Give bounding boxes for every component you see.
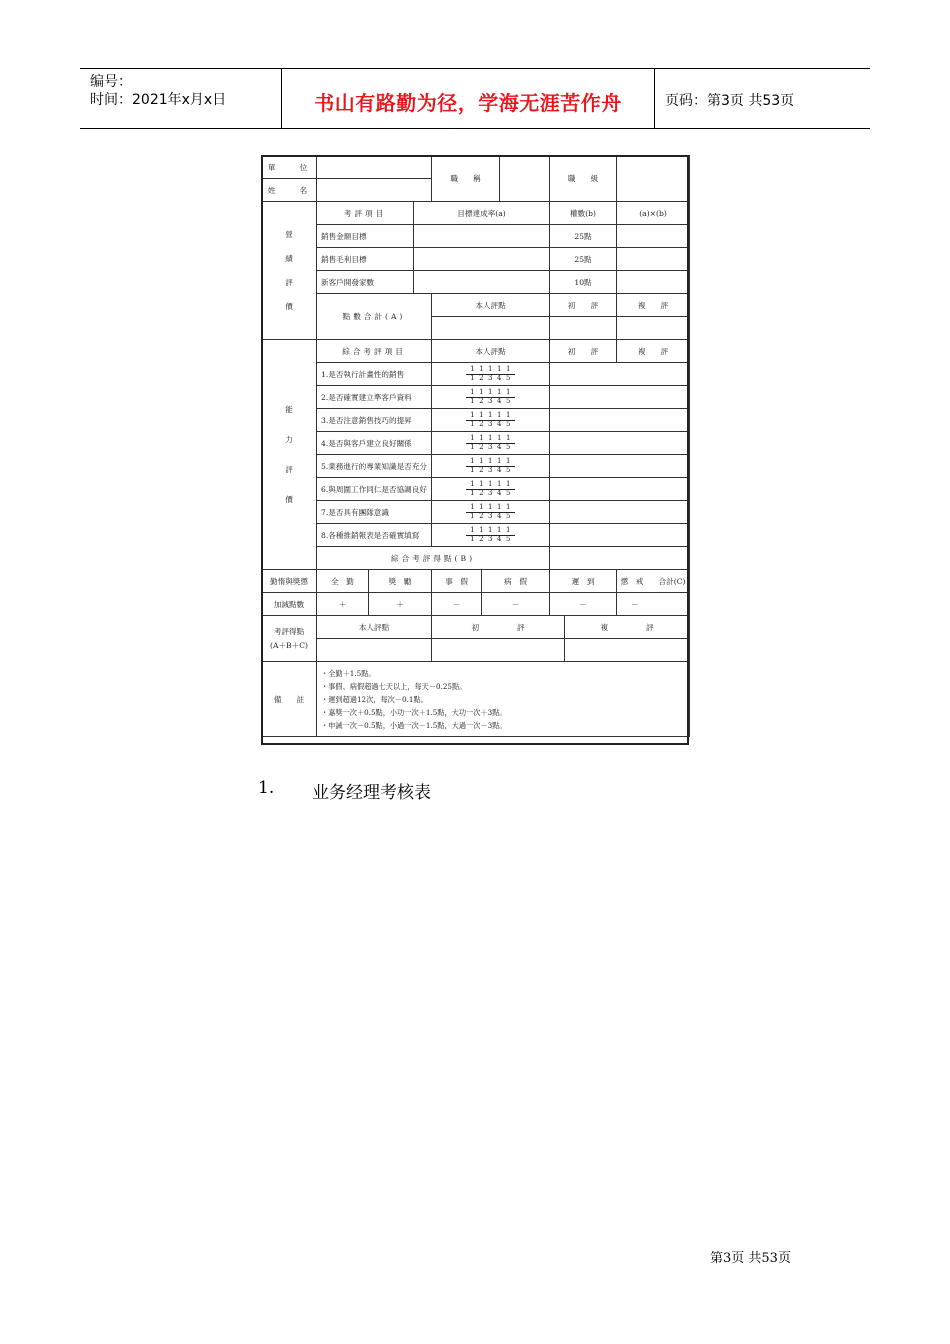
attendance-full: 全 勤 — [317, 570, 369, 593]
attendance-late: 遲 到 — [550, 570, 617, 593]
ability-first-header: 初 評 — [550, 340, 617, 363]
perf-self-value — [432, 317, 550, 340]
adjust-value: － — [482, 593, 550, 616]
perf-total-label: 點數合計(A) — [317, 294, 432, 340]
attendance-leave: 事 假 — [432, 570, 482, 593]
attendance-total: 懲 戒 合計(C) — [617, 570, 690, 593]
ability-scale: $\frac{11111}{12345}$ — [432, 501, 550, 524]
note-line: ・遲到超過12次，每次－0.1點。 — [321, 694, 428, 704]
ability-header: 綜合考評項目 — [317, 340, 432, 363]
perf-item-rate — [414, 248, 550, 271]
perf-item-label: 新客戶開發家數 — [317, 271, 414, 294]
perf-item-weight: 25點 — [550, 248, 617, 271]
ability-item-label: 5.業務進行的專業知識是否充分 — [317, 455, 432, 478]
motto: 书山有路勤为径，学海无涯苦作舟 — [314, 91, 622, 115]
ability-total-label: 綜合考評得點(B) — [317, 547, 550, 570]
adjust-value: － — [550, 593, 617, 616]
ability-item-label: 4.是否與客戶建立良好關係 — [317, 432, 432, 455]
document-header — [80, 68, 870, 129]
ability-score — [550, 501, 690, 524]
perf-item-product — [617, 248, 690, 271]
perf-header-product: (a)×(b) — [617, 202, 690, 225]
perf-item-label: 銷售金額目標 — [317, 225, 414, 248]
evaluation-form-image — [261, 155, 689, 745]
perf-header-weight: 權數(b) — [550, 202, 617, 225]
perf-item-rate — [414, 225, 550, 248]
ability-item-label: 7.是否具有團隊意識 — [317, 501, 432, 524]
final-points-label: 考評得點 (A＋B＋C) — [262, 616, 317, 662]
header-motto-cell — [282, 69, 655, 129]
final-self-header: 本人評點 — [317, 616, 432, 639]
perf-item-label: 銷售毛利目標 — [317, 248, 414, 271]
note-line: ・事假、病假超過七天以上，每天－0.25點。 — [321, 681, 467, 691]
code-label: 编号： — [90, 74, 132, 90]
ability-scale: $\frac{11111}{12345}$ — [432, 386, 550, 409]
caption-number: 1. — [258, 778, 275, 798]
adjust-value: － — [432, 593, 482, 616]
perf-header-item: 考評項目 — [317, 202, 414, 225]
perf-first-header: 初 評 — [550, 294, 617, 317]
perf-first-value — [550, 317, 617, 340]
notes-content — [317, 662, 690, 737]
ability-scale: $\frac{11111}{12345}$ — [432, 478, 550, 501]
perf-header-rate: 目標達成率(a) — [414, 202, 550, 225]
ability-score — [550, 455, 690, 478]
grade-label: 職 級 — [550, 156, 617, 202]
ability-score — [550, 363, 690, 386]
ability-item-label: 2.是否確實建立準客戶資料 — [317, 386, 432, 409]
ability-score — [550, 386, 690, 409]
final-self-value — [317, 639, 432, 662]
name-label: 姓 名 — [262, 179, 317, 202]
ability-score — [550, 478, 690, 501]
adjust-value: ＋ — [317, 593, 369, 616]
header-meta-cell — [80, 69, 282, 129]
ability-item-label: 6.與周圍工作同仁是否協調良好 — [317, 478, 432, 501]
final-review-header: 複 評 — [565, 616, 690, 639]
final-first-value — [432, 639, 565, 662]
ability-review-header: 複 評 — [617, 340, 690, 363]
perf-self-header: 本人評點 — [432, 294, 550, 317]
final-first-header: 初 評 — [432, 616, 565, 639]
ability-section-label: 能 力 評 價 — [262, 340, 317, 570]
performance-section-label: 營 績 評 價 — [262, 202, 317, 340]
unit-label: 單 位 — [262, 156, 317, 179]
adjust-value: － — [617, 593, 690, 616]
page-label: 页码：第3页 共53页 — [665, 93, 795, 109]
ability-scale: $\frac{11111}{12345}$ — [432, 524, 550, 547]
attendance-reward: 獎 勵 — [369, 570, 432, 593]
note-line: ・全勤＋1.5點。 — [321, 668, 376, 678]
adjust-label: 加減點數 — [262, 593, 317, 616]
perf-item-weight: 10點 — [550, 271, 617, 294]
note-line: ・申誡一次－0.5點，小過一次－1.5點，大過一次－3點。 — [321, 720, 507, 730]
ability-item-label: 3.是否注意銷售技巧的提昇 — [317, 409, 432, 432]
ability-self-header: 本人評點 — [432, 340, 550, 363]
ability-item-label: 8.各種推銷報表是否確實填寫 — [317, 524, 432, 547]
attendance-label: 勤惰與獎懲 — [262, 570, 317, 593]
perf-item-rate — [414, 271, 550, 294]
title-value — [500, 156, 550, 202]
ability-score — [550, 432, 690, 455]
final-review-value — [565, 639, 690, 662]
ability-scale: $\frac{11111}{12345}$ — [432, 409, 550, 432]
ability-scale: $\frac{11111}{12345}$ — [432, 363, 550, 386]
perf-review-header: 複 評 — [617, 294, 690, 317]
perf-item-product — [617, 271, 690, 294]
header-page-cell — [655, 69, 870, 129]
perf-item-product — [617, 225, 690, 248]
title-label: 職 稱 — [432, 156, 500, 202]
ability-scale: $\frac{11111}{12345}$ — [432, 432, 550, 455]
note-line: ・嘉獎一次＋0.5點，小功一次＋1.5點，大功一次＋3點。 — [321, 707, 507, 717]
page-footer: 第3页 共53页 — [710, 1251, 791, 1266]
perf-item-weight: 25點 — [550, 225, 617, 248]
ability-score — [550, 409, 690, 432]
ability-scale: $\frac{11111}{12345}$ — [432, 455, 550, 478]
grade-value — [617, 156, 690, 202]
adjust-value: ＋ — [369, 593, 432, 616]
ability-score — [550, 524, 690, 547]
perf-review-value — [617, 317, 690, 340]
evaluation-form-table — [261, 155, 690, 737]
ability-total-value — [550, 547, 690, 570]
notes-label: 備 註 — [262, 662, 317, 737]
time-label: 时间：2021年x月x日 — [90, 92, 227, 108]
caption-text: 业务经理考核表 — [312, 783, 431, 803]
ability-item-label: 1.是否執行計畫性的銷售 — [317, 363, 432, 386]
attendance-sick: 病 假 — [482, 570, 550, 593]
unit-value — [317, 156, 432, 179]
name-value — [317, 179, 432, 202]
